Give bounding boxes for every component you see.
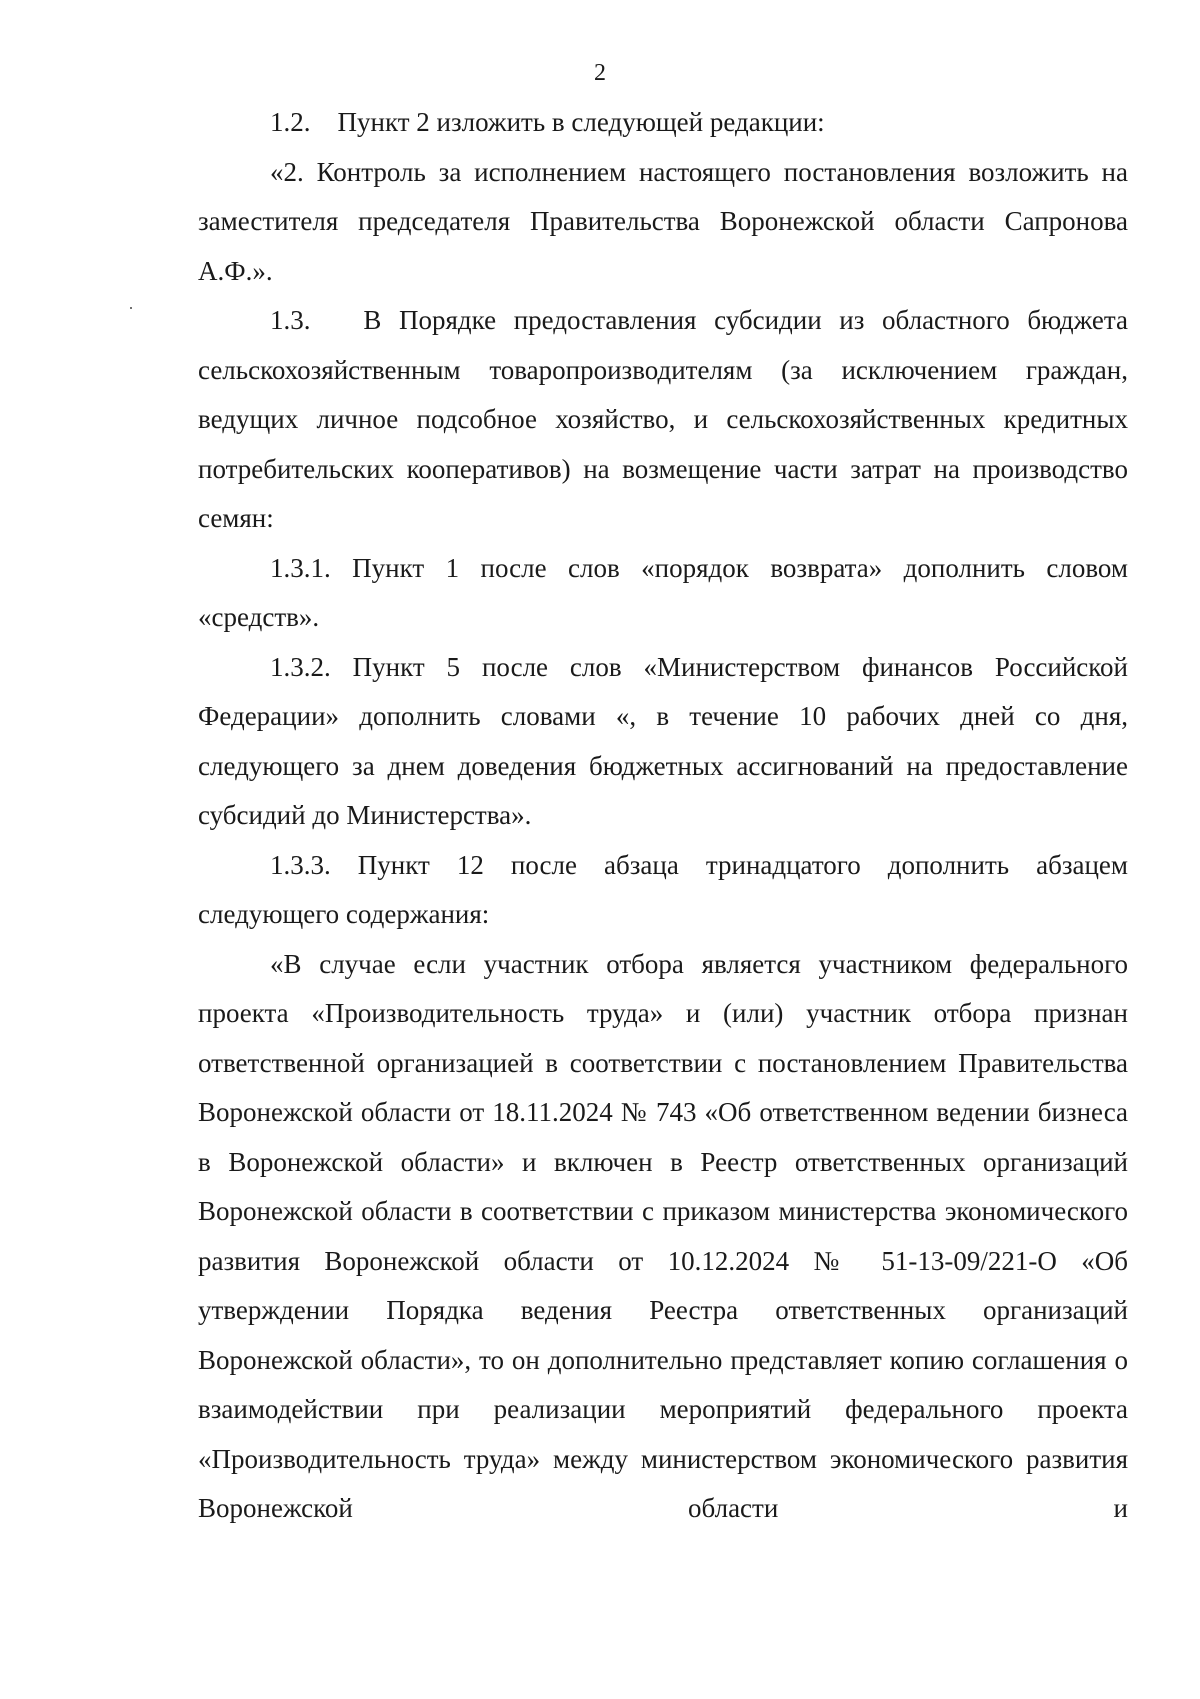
paragraph-1-3-3-quote: «В случае если участник отбора является участником федерального проекта «Производительность труда» и (или) участник отбора признан ответственной организацией в соответствии с постановлением Правительства Воронежской области от 18.11.2024 № 743 «Об ответственном ведении бизнеса в Воронежской области» и включен в Реестр ответственных организаций Воронежской области в соответствии с приказом министерства экономического развития Воронежской области от 10.12.2024 № 51-13-09/221-О «Об утверждении Порядка ведения Реестра ответственных организаций Воронежской области», то он дополнительно представляет копию соглашения о взаимодействии при реализации мероприятий федерального проекта «Производительность труда» между министерством экономического развития Воронежской области и [198, 948, 1128, 1523]
paragraph-1-2-quote: «2. Контроль за исполнением настоящего постановления возложить на заместителя председателя Правительства Воронежской области Сапронова А.Ф.». [198, 156, 1128, 286]
paragraph-1-3-1: 1.3.1. Пункт 1 после слов «порядок возврата» дополнить словом «средств». [198, 552, 1128, 632]
page-number: 2 [594, 60, 606, 86]
paragraph-1-3: 1.3. В Порядке предоставления субсидии из областного бюджета сельскохозяйственным товаропроизводителям (за исключением граждан, ведущих личное подсобное хозяйство, и сельскохозяйственных кредитных потребительских кооперативов) на возмещение части затрат на производство семян: [198, 305, 1128, 533]
scan-speck [130, 307, 132, 309]
paragraph-1-3-3: 1.3.3. Пункт 12 после абзаца тринадцатого дополнить абзацем следующего содержания: [198, 849, 1128, 929]
paragraph-1-2: 1.2. Пункт 2 изложить в следующей редакции: [270, 107, 825, 137]
paragraph-1-3-2: 1.3.2. Пункт 5 после слов «Министерством финансов Российской Федерации» дополнить словами «, в течение 10 рабочих дней со дня, следующего за днем доведения бюджетных ассигнований на предоставление субсидий до Министерства». [198, 651, 1128, 830]
document-body [198, 98, 1128, 1534]
